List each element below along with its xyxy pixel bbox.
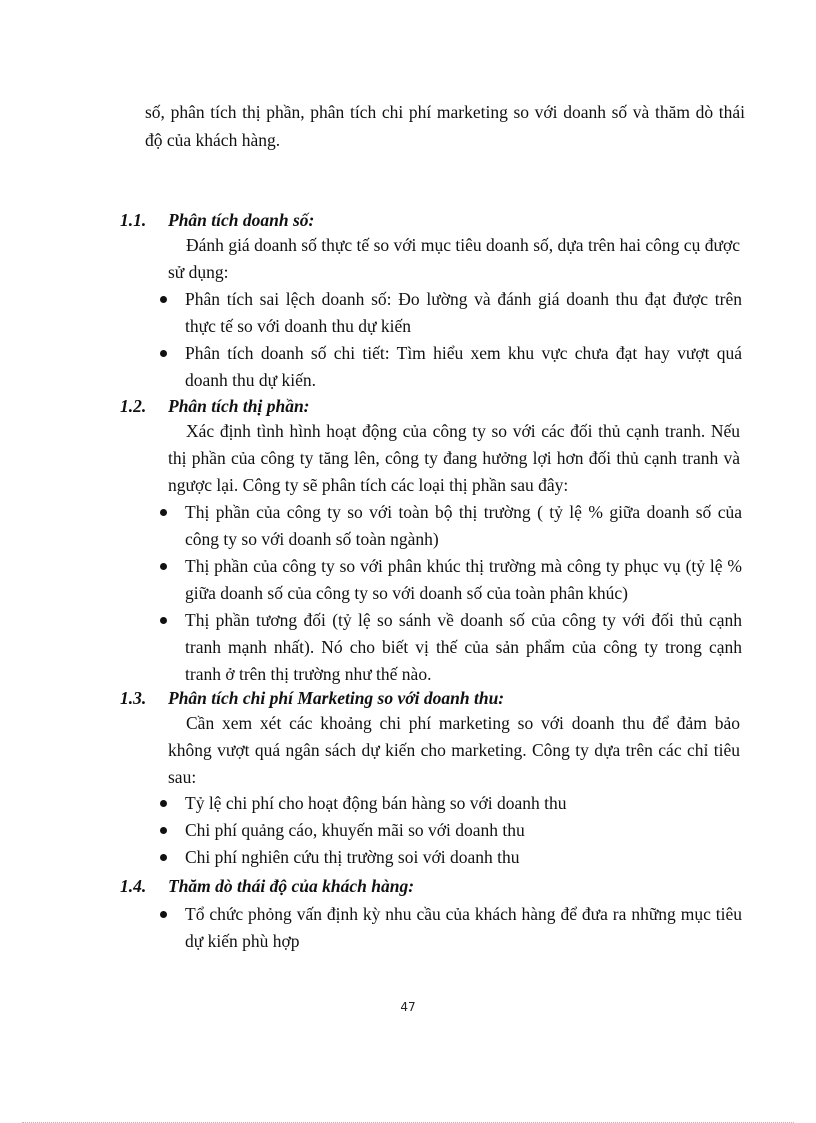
list-item: Phân tích doanh số chi tiết: Tìm hiểu xem khu vực chưa đạt hay vượt quá doanh thu dự kiến. — [158, 340, 742, 394]
section-heading-1-1 — [120, 207, 314, 233]
intro-paragraph: số, phân tích thị phần, phân tích chi phí marketing so với doanh số và thăm dò thái độ của khách hàng. — [145, 102, 745, 150]
bullet-list-1-2 — [158, 499, 742, 688]
bullet-list-1-3 — [158, 790, 742, 871]
section-paragraph-1-2: Xác định tình hình hoạt động của công ty so với các đối thủ cạnh tranh. Nếu thị phần của công ty tăng lên, công ty đang hưởng lợi hơn đối thủ cạnh tranh và ngược lại. Công ty sẽ phân tích các loại thị phần sau đây: — [168, 421, 740, 495]
section-title: Phân tích chi phí Marketing so với doanh thu: — [168, 688, 505, 708]
section-heading-1-3 — [120, 685, 504, 711]
list-item: Chi phí nghiên cứu thị trường soi với doanh thu — [158, 844, 742, 871]
section-number: 1.1. — [120, 210, 147, 230]
bullet-icon — [160, 800, 167, 807]
bullet-icon — [160, 827, 167, 834]
bullet-icon — [160, 617, 167, 624]
list-item: Chi phí quảng cáo, khuyến mãi so với doanh thu — [158, 817, 742, 844]
section-heading-1-4 — [120, 873, 414, 899]
list-item: Tổ chức phỏng vấn định kỳ nhu cầu của khách hàng để đưa ra những mục tiêu dự kiến phù hợp — [158, 901, 742, 955]
list-item: Tỷ lệ chi phí cho hoạt động bán hàng so với doanh thu — [158, 790, 742, 817]
bullet-list-1-1 — [158, 286, 742, 394]
bullet-icon — [160, 350, 167, 357]
section-title: Phân tích thị phần: — [168, 396, 310, 416]
page-number: 47 — [400, 1000, 416, 1014]
bullet-icon — [160, 563, 167, 570]
section-title: Thăm dò thái độ của khách hàng: — [168, 876, 415, 896]
bullet-icon — [160, 509, 167, 516]
list-item: Thị phần tương đối (tỷ lệ so sánh về doanh số của công ty với đối thủ cạnh tranh mạnh nhất). Nó cho biết vị thế của sản phẩm của công ty trong cạnh tranh ở trên thị trường như thế nào. — [158, 607, 742, 688]
bullet-icon — [160, 854, 167, 861]
section-paragraph-1-1: Đánh giá doanh số thực tế so với mục tiêu doanh số, dựa trên hai công cụ được sử dụng: — [168, 235, 740, 282]
list-item: Thị phần của công ty so với phân khúc thị trường mà công ty phục vụ (tỷ lệ % giữa doanh số của công ty so với doanh số của toàn phân khúc) — [158, 553, 742, 607]
section-title: Phân tích doanh số: — [168, 210, 315, 230]
bullet-list-1-4 — [158, 901, 742, 955]
section-number: 1.4. — [120, 876, 147, 896]
section-number: 1.2. — [120, 396, 147, 416]
bullet-icon — [160, 296, 167, 303]
section-number: 1.3. — [120, 688, 147, 708]
list-item: Phân tích sai lệch doanh số: Đo lường và đánh giá doanh thu đạt được trên thực tế so với doanh thu dự kiến — [158, 286, 742, 340]
bullet-icon — [160, 911, 167, 918]
section-paragraph-1-3: Cần xem xét các khoảng chi phí marketing so với doanh thu để đảm bảo không vượt quá ngân sách dự kiến cho marketing. Công ty dựa trên các chỉ tiêu sau: — [168, 713, 740, 787]
section-heading-1-2 — [120, 393, 310, 419]
list-item: Thị phần của công ty so với toàn bộ thị trường ( tỷ lệ % giữa doanh số của công ty so với doanh số toàn ngành) — [158, 499, 742, 553]
